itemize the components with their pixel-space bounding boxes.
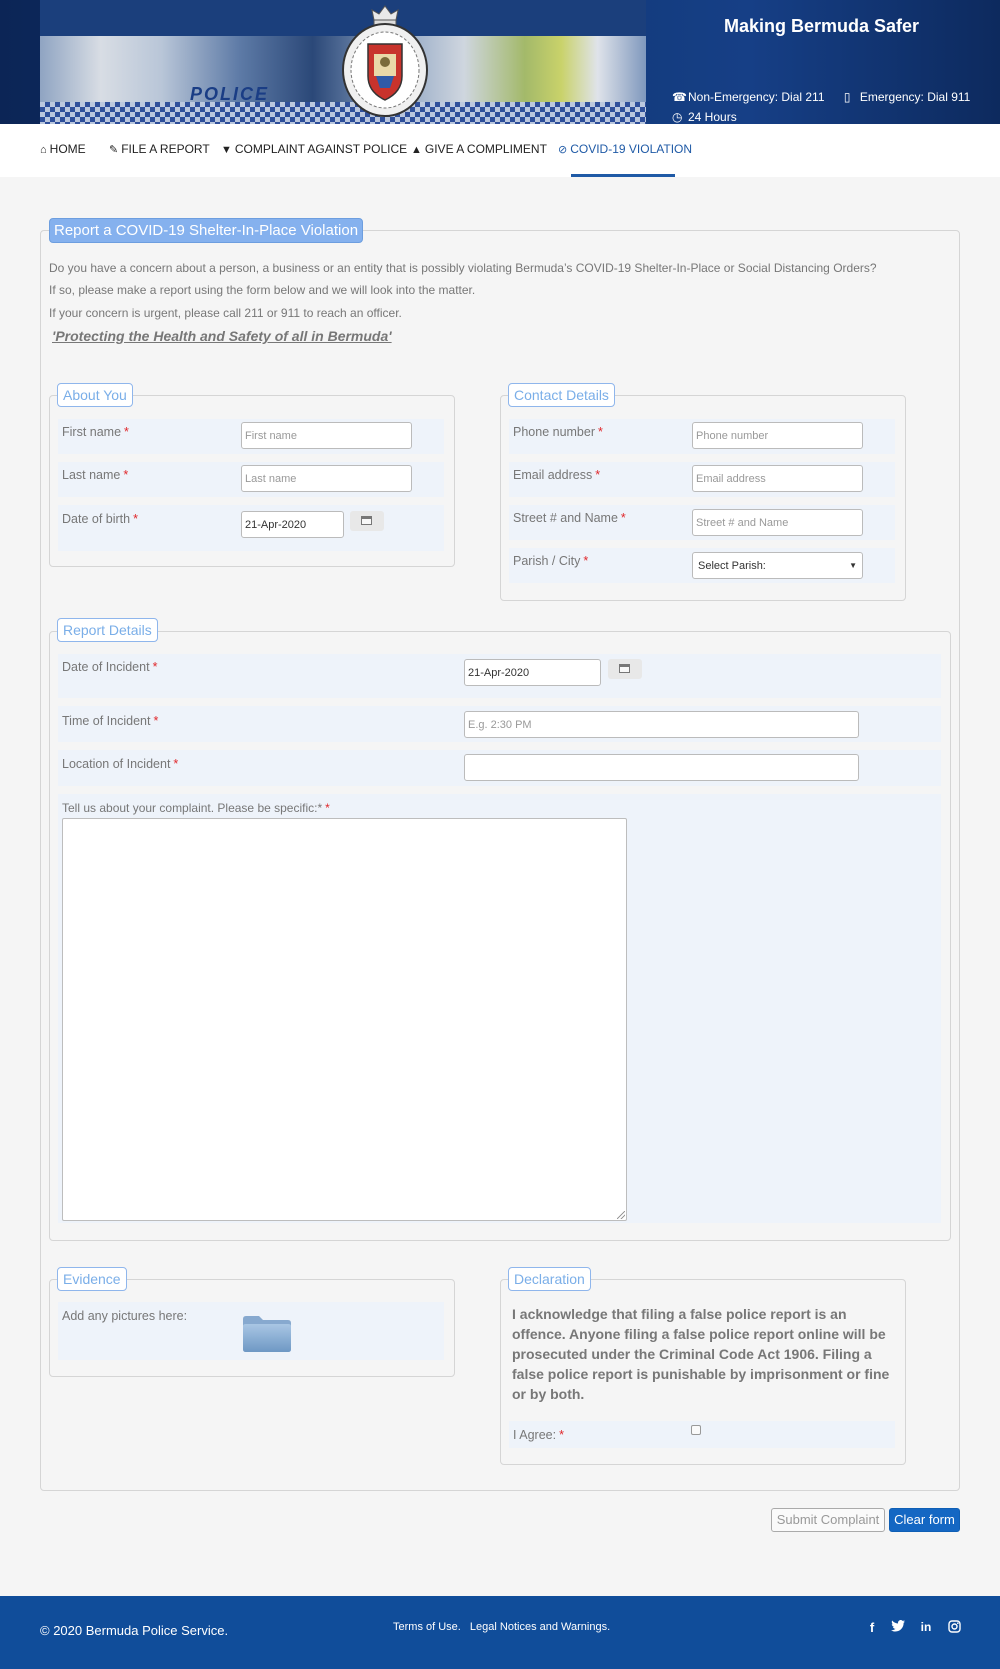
nav-file-report[interactable]: ✎ FILE A REPORT bbox=[109, 142, 210, 156]
site-header bbox=[0, 0, 1000, 124]
footer-links bbox=[393, 1621, 616, 1633]
nav-active-indicator bbox=[571, 174, 675, 177]
intro-text-3: If your concern is urgent, please call 211 or 911 to reach an officer. bbox=[49, 306, 402, 320]
footer-copyright: © 2020 Bermuda Police Service. bbox=[40, 1623, 229, 1638]
main-nav bbox=[0, 124, 1000, 177]
declaration-text: I acknowledge that filing a false police report is an offence. Anyone filing a false police report online will be prosecuted under the Criminal Code Act 1906. Filing a false police report is punishable by imprisonment or fine or by both. bbox=[512, 1306, 890, 1402]
intro-text-2: If so, please make a report using the form below and we will look into the matter. bbox=[49, 283, 476, 297]
facebook-icon[interactable]: f bbox=[869, 1620, 875, 1635]
nav-complaint[interactable]: ▼ COMPLAINT AGAINST POLICE bbox=[221, 142, 408, 156]
about-you-legend: About You bbox=[57, 383, 133, 407]
parish-label: Parish / City * bbox=[513, 554, 589, 568]
instagram-icon[interactable] bbox=[946, 1620, 962, 1636]
dob-calendar-button[interactable] bbox=[350, 511, 384, 531]
email-label: Email address * bbox=[513, 468, 601, 482]
dob-input[interactable]: 21-Apr-2020 bbox=[241, 511, 344, 538]
form-title: Report a COVID-19 Shelter-In-Place Violation bbox=[49, 218, 363, 243]
agree-checkbox[interactable] bbox=[691, 1425, 701, 1435]
folder-upload-icon[interactable] bbox=[242, 1313, 292, 1353]
last-name-input[interactable]: Last name bbox=[241, 465, 412, 492]
hours-text: 24 Hours bbox=[688, 110, 737, 124]
email-input[interactable]: Email address bbox=[692, 465, 863, 492]
last-name-label: Last name * bbox=[62, 468, 129, 482]
emergency-text: Emergency: Dial 911 bbox=[859, 90, 971, 104]
incident-time-label: Time of Incident * bbox=[62, 714, 159, 728]
declaration-legend: Declaration bbox=[508, 1267, 591, 1291]
contact-details-legend: Contact Details bbox=[508, 383, 615, 407]
nav-compliment[interactable]: ▲ GIVE A COMPLIMENT bbox=[411, 142, 547, 156]
parish-select[interactable]: Select Parish: ▼ bbox=[692, 552, 863, 579]
site-footer bbox=[0, 1596, 1000, 1669]
calendar-icon bbox=[361, 516, 372, 525]
phone-icon: ☎ bbox=[672, 90, 687, 104]
clock-icon: ◷ bbox=[672, 110, 683, 124]
header-tagline: Making Bermuda Safer bbox=[724, 16, 920, 36]
linkedin-icon[interactable]: in bbox=[920, 1620, 932, 1634]
resize-handle[interactable] bbox=[617, 1211, 625, 1219]
clear-form-button[interactable]: Clear form bbox=[889, 1508, 960, 1532]
dropdown-arrow-icon: ▼ bbox=[849, 561, 857, 570]
street-label: Street # and Name * bbox=[513, 511, 626, 525]
header-contacts bbox=[672, 87, 970, 124]
thumbs-down-icon: ▼ bbox=[221, 144, 232, 156]
incident-location-label: Location of Incident * bbox=[62, 757, 179, 771]
thumbs-up-icon: ▲ bbox=[411, 144, 422, 156]
phone-input[interactable]: Phone number bbox=[692, 422, 863, 449]
submit-complaint-button[interactable]: Submit Complaint bbox=[771, 1508, 885, 1532]
calendar-icon bbox=[619, 664, 630, 673]
street-input[interactable]: Street # and Name bbox=[692, 509, 863, 536]
incident-location-input[interactable] bbox=[464, 754, 859, 781]
intro-text-1: Do you have a concern about a person, a business or an entity that is possibly violating Bermuda’s COVID-19 Shelter-In-Place or Social Distancing Orders? bbox=[49, 261, 877, 275]
dob-label: Date of birth * bbox=[62, 512, 138, 526]
non-emergency-text: Non-Emergency: Dial 211 bbox=[688, 90, 825, 104]
incident-date-calendar-button[interactable] bbox=[608, 659, 642, 679]
first-name-label: First name * bbox=[62, 425, 129, 439]
report-details-legend: Report Details bbox=[57, 618, 158, 642]
complaint-textarea[interactable] bbox=[62, 818, 627, 1221]
incident-date-label: Date of Incident * bbox=[62, 660, 158, 674]
nav-covid-violation[interactable]: ⊘ COVID-19 VIOLATION bbox=[558, 142, 693, 156]
legal-notices-link[interactable]: Legal Notices and Warnings. bbox=[469, 1621, 611, 1633]
police-banner-image bbox=[40, 0, 646, 124]
pencil-icon: ✎ bbox=[109, 144, 119, 156]
pictures-label: Add any pictures here: bbox=[62, 1309, 188, 1323]
twitter-icon[interactable] bbox=[890, 1620, 906, 1636]
complaint-label: Tell us about your complaint. Please be specific:* * bbox=[62, 801, 330, 815]
banner-police-text: POLICE bbox=[190, 84, 270, 104]
incident-date-input[interactable]: 21-Apr-2020 bbox=[464, 659, 601, 686]
nav-home[interactable]: ⌂ HOME bbox=[40, 142, 86, 156]
terms-link[interactable]: Terms of Use. bbox=[393, 1621, 461, 1633]
agree-label: I Agree: * bbox=[513, 1428, 564, 1442]
form-tagline: 'Protecting the Health and Safety of all in Bermuda' bbox=[52, 328, 392, 344]
ban-icon: ⊘ bbox=[558, 144, 568, 156]
phone-label: Phone number * bbox=[513, 425, 603, 439]
home-icon: ⌂ bbox=[40, 144, 47, 156]
agree-row bbox=[509, 1421, 895, 1448]
evidence-legend: Evidence bbox=[57, 1267, 127, 1291]
incident-time-input[interactable]: E.g. 2:30 PM bbox=[464, 711, 859, 738]
first-name-input[interactable]: First name bbox=[241, 422, 412, 449]
police-crest-logo[interactable] bbox=[338, 4, 432, 120]
mobile-icon: ▯ bbox=[843, 90, 851, 104]
